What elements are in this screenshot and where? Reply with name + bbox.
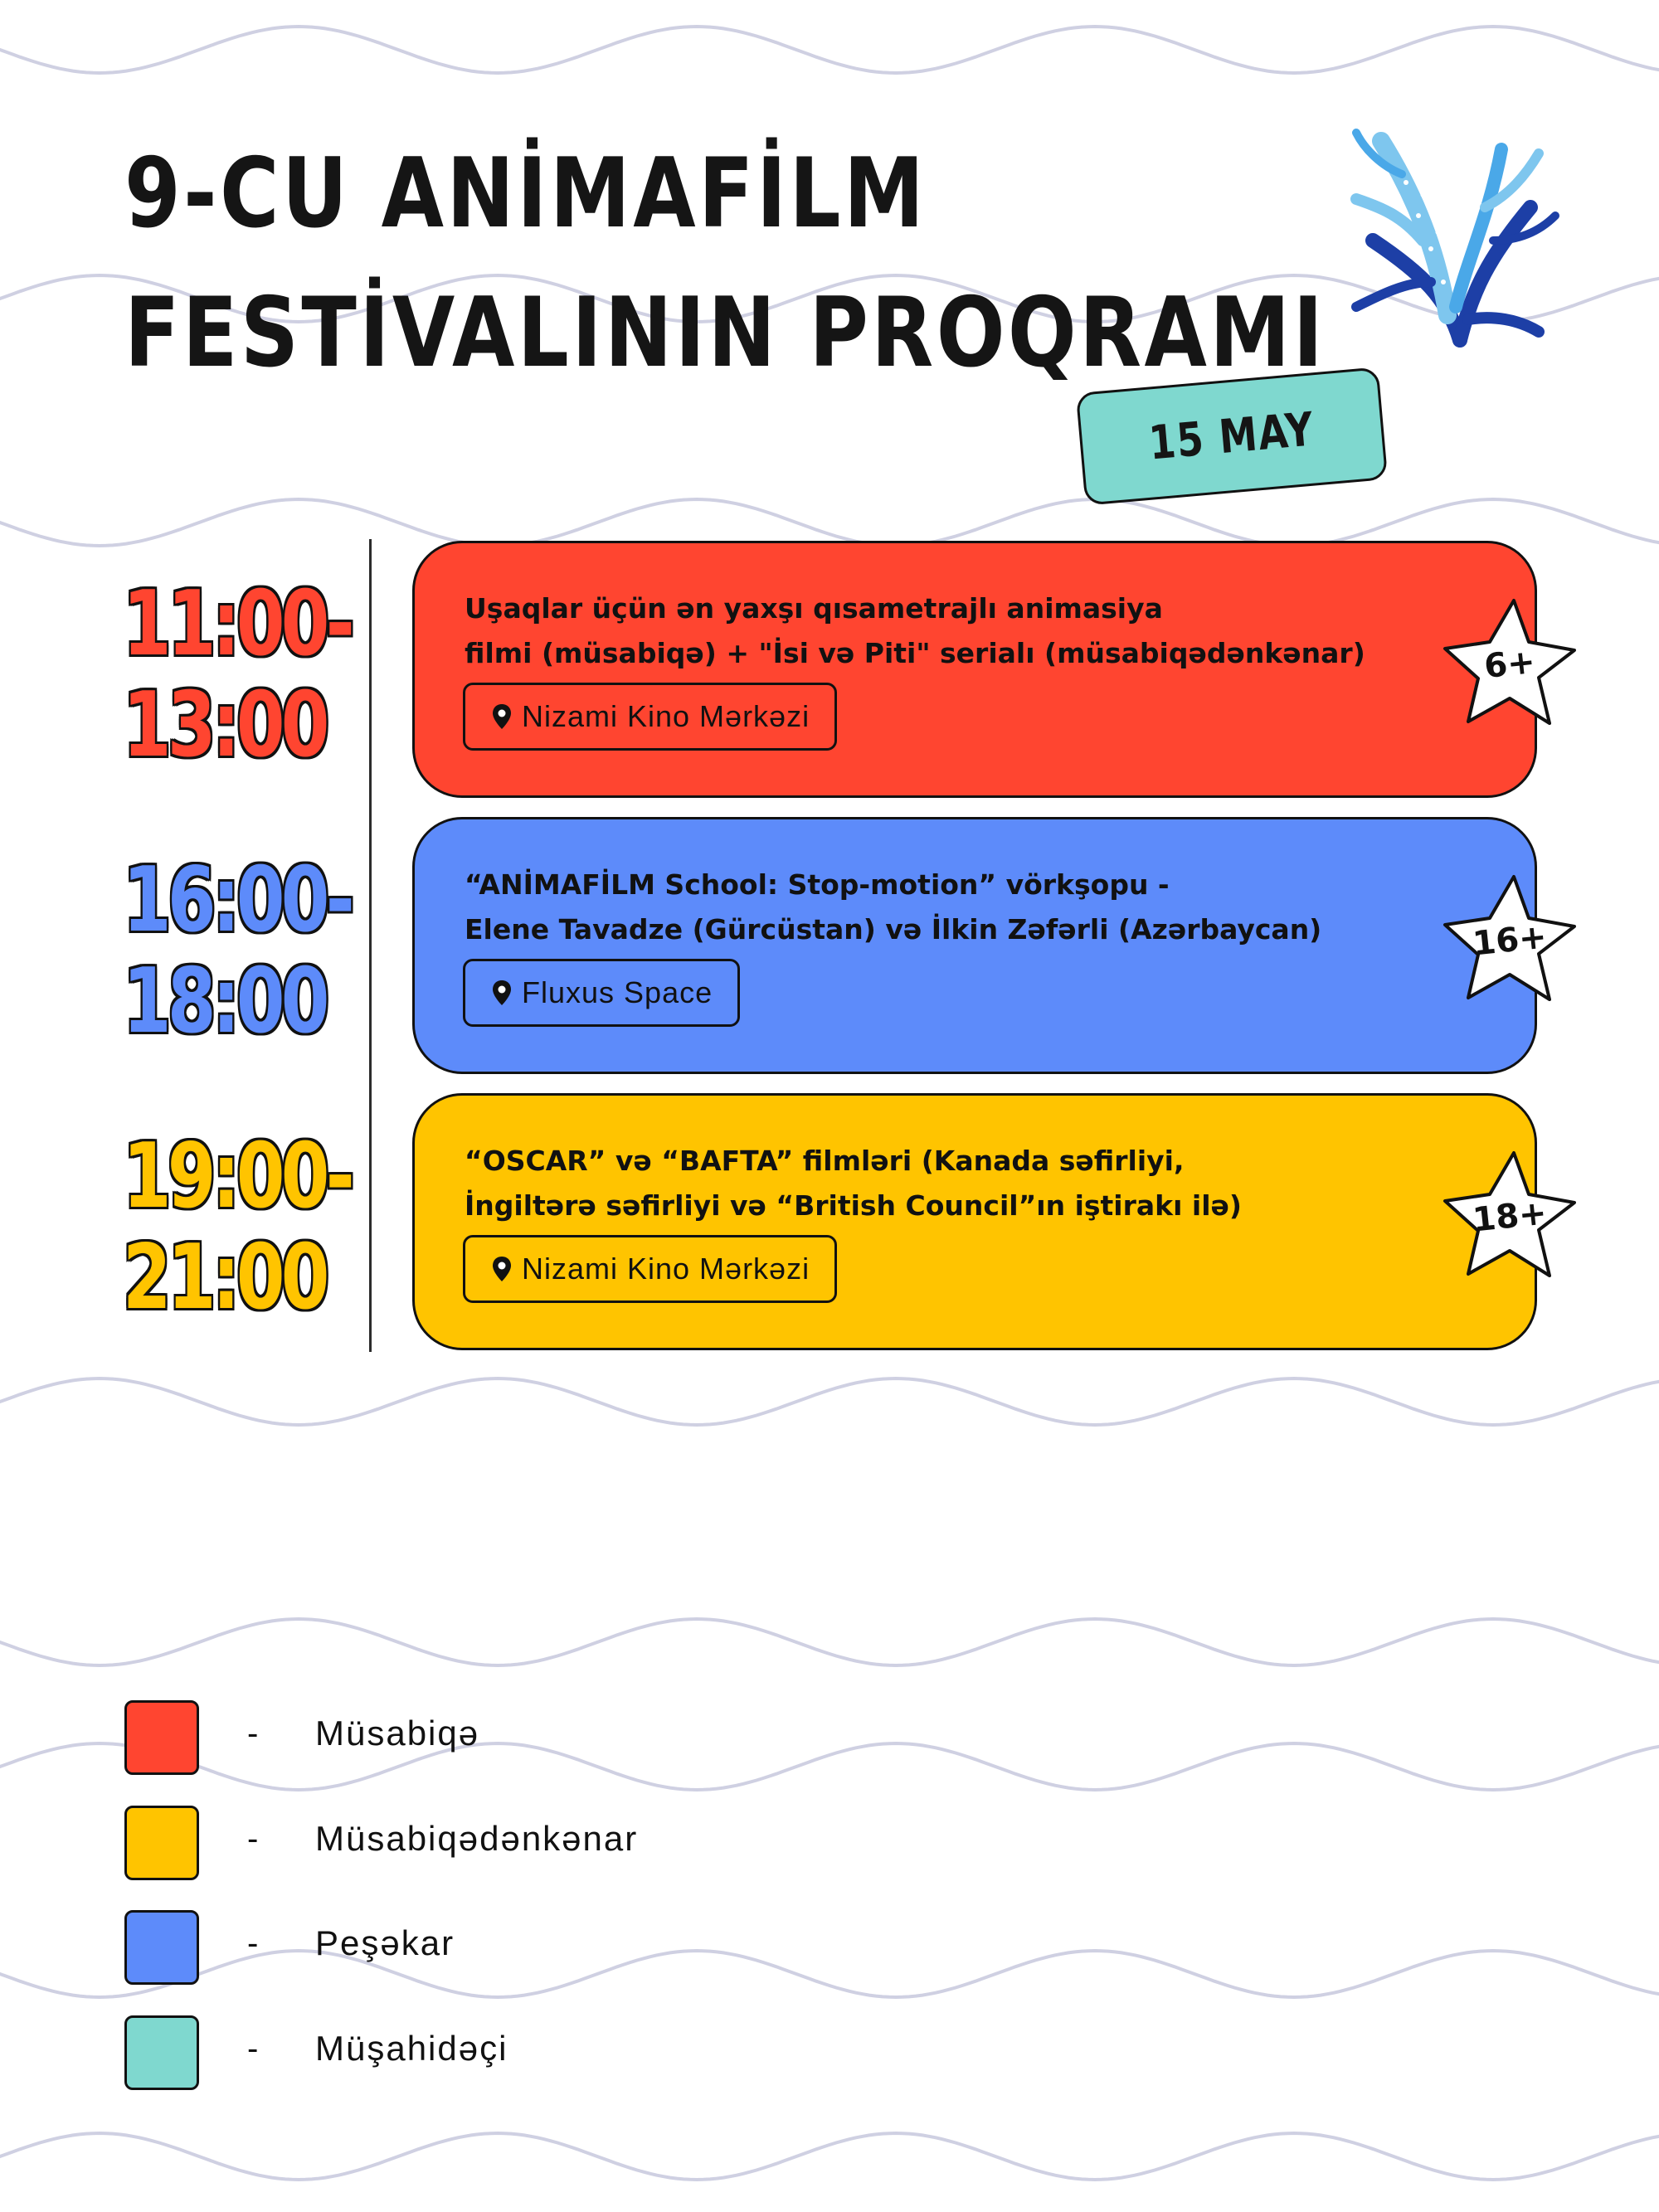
legend-label: Müsabiqədənkənar bbox=[315, 1819, 639, 1858]
legend-label: Peşəkar bbox=[315, 1923, 455, 1962]
venue-label: Fluxus Space bbox=[522, 975, 713, 1009]
event-title bbox=[465, 1139, 1510, 1228]
coral-illustration bbox=[1323, 116, 1564, 357]
age-rating: 18+ bbox=[1471, 1194, 1549, 1240]
wave-line bbox=[0, 499, 1659, 546]
date-label: 15 MAY bbox=[1146, 401, 1317, 471]
title-line-2: FESTİVALININ PROQRAMI bbox=[124, 277, 1326, 389]
event-title-line-2: Elene Tavadze (Gürcüstan) və İlkin Zəfərli (Azərbaycan) bbox=[465, 913, 1322, 946]
venue-label: Nizami Kino Mərkəzi bbox=[522, 1252, 810, 1286]
location-pin-icon bbox=[490, 702, 513, 731]
venue-tag[interactable] bbox=[463, 683, 837, 751]
title-line-1: 9-CU ANİMAFİLM bbox=[124, 138, 927, 250]
event-title-line-1: “OSCAR” və “BAFTA” filmləri (Kanada səfirliyi, bbox=[465, 1145, 1185, 1177]
legend-swatch bbox=[124, 1700, 199, 1775]
time-start: 19:00- bbox=[123, 1125, 352, 1228]
legend-dash: - bbox=[247, 1925, 259, 1962]
legend-label: Müsabiqə bbox=[315, 1714, 480, 1753]
time-end: 18:00 bbox=[123, 950, 326, 1053]
legend-swatch bbox=[124, 1806, 199, 1880]
event-title-line-2: İngiltərə səfirliyi və “British Council”ın iştirakı ilə) bbox=[465, 1189, 1242, 1222]
legend-swatch bbox=[124, 2015, 199, 2090]
event-card-2[interactable] bbox=[412, 817, 1537, 1074]
time-start: 11:00- bbox=[123, 572, 352, 676]
wave-line bbox=[0, 27, 1659, 73]
time-block-3 bbox=[123, 1126, 416, 1329]
venue-tag[interactable] bbox=[463, 1235, 837, 1303]
event-title-line-2: filmi (müsabiqə) + "İsi və Piti" serialı (müsabiqədənkənar) bbox=[465, 637, 1365, 669]
legend-dash: - bbox=[247, 1821, 259, 1857]
legend-swatch bbox=[124, 1910, 199, 1985]
page-title bbox=[124, 124, 1326, 403]
venue-tag[interactable] bbox=[463, 959, 740, 1027]
location-pin-icon bbox=[490, 979, 513, 1007]
wave-line bbox=[0, 2133, 1659, 2180]
time-start: 16:00- bbox=[123, 848, 352, 952]
event-card-3[interactable] bbox=[412, 1093, 1537, 1350]
legend-dash: - bbox=[247, 2030, 259, 2067]
event-title bbox=[465, 863, 1510, 952]
wave-line bbox=[0, 1619, 1659, 1665]
event-title bbox=[465, 586, 1510, 676]
event-title-line-1: “ANİMAFİLM School: Stop-motion” vörkşopu - bbox=[465, 868, 1170, 901]
age-rating: 16+ bbox=[1471, 917, 1549, 964]
time-block-1 bbox=[123, 574, 416, 776]
age-rating: 6+ bbox=[1482, 642, 1537, 687]
legend-dash: - bbox=[247, 1715, 259, 1752]
location-pin-icon bbox=[490, 1255, 513, 1283]
venue-label: Nizami Kino Mərkəzi bbox=[522, 699, 810, 733]
legend-label: Müşahidəçi bbox=[315, 2029, 508, 2068]
event-title-line-1: Uşaqlar üçün ən yaxşı qısametrajlı animasiya bbox=[465, 592, 1163, 625]
event-card-1[interactable] bbox=[412, 541, 1537, 798]
time-block-2 bbox=[123, 850, 416, 1053]
time-end: 13:00 bbox=[123, 673, 326, 777]
wave-line bbox=[0, 1378, 1659, 1425]
time-end: 21:00 bbox=[123, 1226, 326, 1330]
